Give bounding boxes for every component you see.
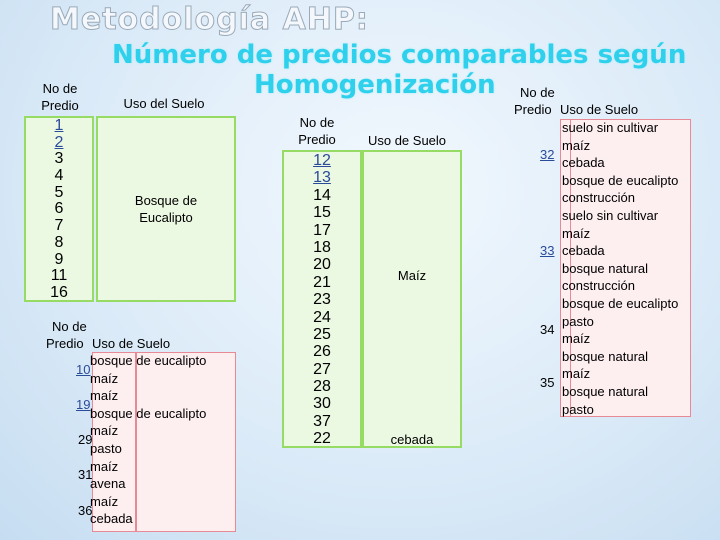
- table4-uso-33-4: construcción: [562, 278, 635, 294]
- table2-predio-22: 22: [313, 430, 331, 448]
- table2-uso-cebada: cebada: [390, 432, 434, 447]
- table3-uso-19-1: bosque de eucalipto: [90, 405, 207, 421]
- table2-header-uso: Uso de Suelo: [367, 133, 447, 148]
- table2-header-predio: No de Predio: [298, 115, 336, 147]
- table4-predio-32: 32: [540, 147, 555, 163]
- table3-header-uso: Uso de Suelo: [92, 336, 171, 351]
- table2-predio-25: 25: [313, 325, 331, 343]
- table2-predio-14: 14: [313, 186, 331, 204]
- table3-uso-36-0: maíz: [90, 493, 119, 509]
- table2-predio-27: 27: [313, 360, 331, 378]
- table4-uso-33-3: bosque natural: [562, 260, 649, 276]
- subtitle-line1: Número de predios comparables según: [112, 40, 687, 70]
- table3-uso-29-1: pasto: [90, 441, 122, 456]
- table4-uso-35-1: maíz: [562, 366, 591, 382]
- table3-predio-19: 19: [76, 397, 91, 412]
- table4-uso-34-1: maíz: [562, 331, 591, 347]
- table1-predio-column: [24, 116, 94, 302]
- table2-predio-26: 26: [313, 343, 331, 361]
- table2-predio-21: 21: [313, 273, 331, 291]
- table4-predio-33: 33: [540, 243, 555, 258]
- table2-predio-28: 28: [313, 378, 331, 396]
- table1-predio-4: 4: [54, 167, 64, 185]
- table1-uso-value: Bosque de Eucalipto: [134, 193, 198, 225]
- table1-predio-1: 1: [54, 117, 64, 134]
- table4-uso-33-5: bosque de eucalipto: [562, 296, 679, 311]
- table4-uso-32-0: suelo sin cultivar: [562, 120, 659, 135]
- table2-predio-17: 17: [313, 221, 331, 239]
- table1-predio-5: 5: [54, 183, 64, 201]
- table1-predio-3: 3: [54, 150, 64, 168]
- table-mixed-small: [46, 318, 236, 534]
- table3-uso-31-1: avena: [90, 476, 126, 492]
- table2-predio-12: 12: [313, 152, 331, 169]
- table4-header-uso: Uso de Suelo: [560, 102, 639, 117]
- table4-uso-33-1: maíz: [562, 225, 591, 241]
- table3-header-no-de: No de: [52, 319, 87, 334]
- table4-predio-35: 35: [540, 375, 555, 391]
- table3-predio-29: 29: [78, 432, 93, 448]
- table1-header-predio: No de Predio: [41, 81, 79, 113]
- table3-predio-36: 36: [78, 502, 93, 518]
- table4-uso-33-2: cebada: [562, 243, 605, 259]
- table2-predio-15: 15: [313, 204, 331, 222]
- table3-uso-10-1: maíz: [90, 370, 119, 386]
- table1-header-uso: Uso del Suelo: [123, 96, 205, 111]
- table2-predio-24: 24: [313, 308, 331, 326]
- table4-uso-32-1: maíz: [562, 137, 591, 153]
- table3-uso-29-0: maíz: [90, 423, 119, 439]
- table2-predio-30: 30: [313, 395, 331, 413]
- table3-header-predio: Predio: [46, 336, 84, 351]
- table2-predio-20: 20: [313, 256, 331, 274]
- table1-uso-column: [96, 116, 236, 302]
- table4-uso-32-2: cebada: [562, 155, 605, 171]
- table2-uso-column: [362, 150, 462, 448]
- table2-predio-23: 23: [313, 291, 331, 309]
- table4-uso-33-0: suelo sin cultivar: [562, 208, 659, 223]
- table4-uso-35-0: bosque natural: [562, 348, 649, 364]
- table-maiz-cebada: [272, 110, 462, 448]
- table3-uso-19-0: maíz: [90, 388, 119, 404]
- table2-predio-18: 18: [313, 238, 331, 256]
- table4-uso-35-2: bosque natural: [562, 384, 649, 399]
- table1-predio-9: 9: [54, 250, 64, 268]
- subtitle-line2: Homogenización: [254, 70, 496, 100]
- table3-predio-10: 10: [76, 361, 91, 377]
- table2-predio-37: 37: [313, 412, 331, 430]
- table3-uso-31-0: maíz: [90, 458, 119, 474]
- table3-uso-36-1: cebada: [90, 511, 133, 527]
- table1-predio-7: 7: [54, 217, 64, 235]
- table2-uso-maiz: Maíz: [397, 268, 427, 283]
- table1-predio-11: 11: [50, 267, 68, 285]
- table4-header-predio: Predio: [514, 102, 552, 117]
- table1-predio-2: 2: [54, 133, 64, 151]
- table4-uso-32-4: construcción: [562, 190, 635, 206]
- table4-header-no-de: No de: [520, 85, 555, 100]
- table4-predio-34: 34: [540, 322, 555, 338]
- table-bosque-eucalipto: [24, 78, 236, 306]
- page-title: Metodología AHP:: [50, 2, 369, 37]
- table4-uso-35-3: pasto: [562, 401, 594, 417]
- table1-predio-6: 6: [54, 200, 64, 218]
- table3-uso-column: [136, 352, 236, 532]
- table-mixed-large: [512, 84, 692, 420]
- table2-predio-13: 13: [313, 169, 331, 187]
- table4-uso-32-3: bosque de eucalipto: [562, 172, 679, 188]
- table1-predio-16: 16: [50, 283, 68, 301]
- table1-predio-8: 8: [54, 233, 64, 251]
- table2-predio-column: [282, 150, 362, 448]
- table4-uso-34-0: pasto: [562, 313, 594, 329]
- table3-predio-31: 31: [78, 467, 93, 483]
- table3-uso-10-0: bosque de eucalipto: [90, 353, 207, 368]
